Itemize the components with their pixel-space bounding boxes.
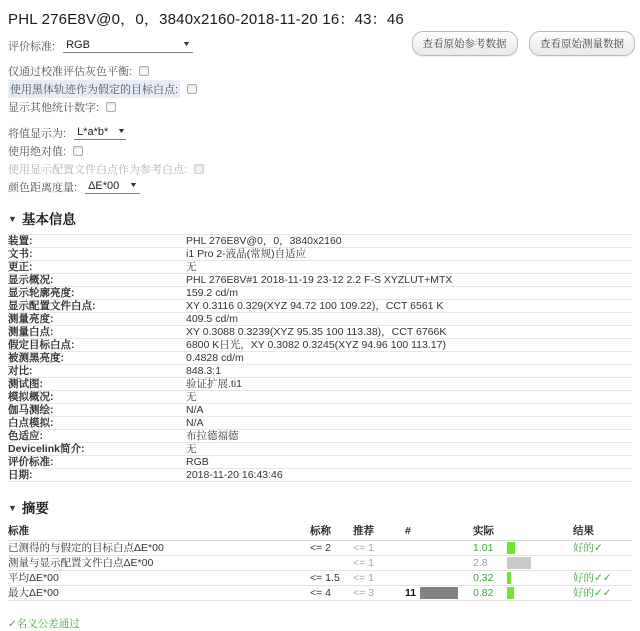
info-value: RGB: [186, 456, 632, 469]
tolerance-pass-status: ✓名义公差通过: [8, 618, 80, 630]
info-label: 伽马测绘:: [8, 404, 186, 417]
profile-whitepoint-label: 使用显示配置文件白点作为参考白点:: [8, 163, 188, 176]
color-metric-row: [8, 180, 632, 193]
statistics-checkbox[interactable]: [106, 102, 116, 112]
info-row: [8, 274, 632, 287]
display-values-value: L*a*b*: [77, 125, 109, 138]
info-row: [8, 326, 632, 339]
col-bar: [507, 523, 573, 541]
criteria-cell: 平均ΔE*00: [8, 571, 310, 586]
color-metric-value: ΔE*00: [88, 179, 120, 192]
recommended-cell: <= 1: [353, 556, 405, 571]
blackbody-option-label: 使用黑体轨迹作为假定的目标白点:: [8, 80, 180, 98]
info-value: N/A: [186, 404, 632, 417]
actual-cell: 0.82: [473, 586, 507, 601]
info-label: 日期:: [8, 469, 186, 482]
info-row: [8, 287, 632, 300]
summary-section-header[interactable]: [8, 497, 632, 517]
info-row: [8, 235, 632, 248]
col-result: 结果: [573, 523, 632, 541]
info-row: [8, 456, 632, 469]
summary-row: [8, 586, 632, 601]
info-row: [8, 352, 632, 365]
info-value: XY 0.3116 0.329(XYZ 94.72 100 109.22)，CCT 6561 K: [186, 300, 632, 313]
recommended-cell: <= 1: [353, 541, 405, 556]
count-bar: [420, 587, 458, 599]
info-label: 显示概况:: [8, 274, 186, 287]
dropdown-arrow-icon: ▼: [117, 128, 127, 135]
collapse-triangle-icon: ▼: [8, 503, 17, 513]
nominal-cell: <= 1.5: [310, 571, 353, 586]
basic-info-title: 基本信息: [21, 212, 76, 227]
info-value: 409.5 cd/m: [186, 313, 632, 326]
collapse-triangle-icon: ▼: [8, 214, 17, 224]
info-value: PHL 276E8V#1 2018-11-19 23-12 2.2 F-S XYZLUT+MTX: [186, 274, 632, 287]
info-label: 测试图:: [8, 378, 186, 391]
nominal-cell: <= 4: [310, 586, 353, 601]
actual-cell: 0.32: [473, 571, 507, 586]
info-label: 白点模拟:: [8, 417, 186, 430]
result-cell: [573, 556, 632, 571]
info-value: 159.2 cd/m: [186, 287, 632, 300]
criteria-cell: 最大ΔE*00: [8, 586, 310, 601]
delta-e-bar: [507, 557, 531, 569]
basic-info-table: [8, 234, 632, 482]
blackbody-option-row: [8, 82, 632, 95]
blackbody-checkbox[interactable]: [187, 84, 197, 94]
bar-cell: [507, 556, 573, 571]
info-row: [8, 469, 632, 482]
criteria-cell: 已测得的与假定的目标白点ΔE*00: [8, 541, 310, 556]
info-row: [8, 378, 632, 391]
info-row: [8, 417, 632, 430]
result-cell: 好的✓: [573, 541, 632, 556]
info-row: [8, 300, 632, 313]
info-row: [8, 430, 632, 443]
info-label: 文书:: [8, 248, 186, 261]
info-row: [8, 248, 632, 261]
summary-row: [8, 571, 632, 586]
summary-title: 摘要: [21, 501, 49, 516]
info-value: N/A: [186, 417, 632, 430]
grayscale-checkbox[interactable]: [139, 66, 149, 76]
info-label: 显示配置文件白点:: [8, 300, 186, 313]
profile-whitepoint-row: [8, 162, 632, 175]
criteria-cell: 测量与显示配置文件白点ΔE*00: [8, 556, 310, 571]
info-label: 假定目标白点:: [8, 339, 186, 352]
view-measurement-data-button[interactable]: 查看原始测量数据: [529, 31, 635, 56]
info-label: 测量白点:: [8, 326, 186, 339]
actual-cell: 1.01: [473, 541, 507, 556]
bar-cell: [507, 586, 573, 601]
display-values-row: [8, 126, 632, 139]
info-value: 无: [186, 391, 632, 404]
summary-table: [8, 523, 632, 601]
absolute-values-label: 使用绝对值:: [8, 145, 67, 158]
bar-cell: [507, 571, 573, 586]
info-value: 848.3:1: [186, 365, 632, 378]
info-label: 更正:: [8, 261, 186, 274]
grayscale-option-row: [8, 64, 632, 77]
info-value: PHL 276E8V@0，0，3840x2160: [186, 235, 632, 248]
count-cell: [405, 571, 473, 586]
info-value: 无: [186, 443, 632, 456]
info-row: [8, 443, 632, 456]
info-row: [8, 365, 632, 378]
col-criteria: 标准: [8, 523, 310, 541]
delta-e-bar: [507, 572, 511, 584]
col-recommended: 推荐: [353, 523, 405, 541]
info-label: 装置:: [8, 235, 186, 248]
actual-cell: 2.8: [473, 556, 507, 571]
display-values-select[interactable]: [74, 126, 126, 140]
result-cell: 好的✓✓: [573, 586, 632, 601]
basic-info-section-header[interactable]: [8, 208, 632, 228]
info-row: [8, 391, 632, 404]
statistics-option-label: 显示其他统计数字:: [8, 101, 100, 114]
info-value: 0.4828 cd/m: [186, 352, 632, 365]
info-value: 布拉德福德: [186, 430, 632, 443]
page-title: PHL 276E8V@0，0，3840x2160-2018-11-20 16：43：46: [8, 11, 404, 28]
info-label: 测量亮度:: [8, 313, 186, 326]
info-value: XY 0.3088 0.3239(XYZ 95.35 100 113.38)，CCT 6766K: [186, 326, 632, 339]
color-metric-label: 颜色距离度量:: [8, 181, 78, 194]
info-row: [8, 313, 632, 326]
recommended-cell: <= 3: [353, 586, 405, 601]
info-label: 显示轮廓亮度:: [8, 287, 186, 300]
grayscale-option-label: 仅通过校准评估灰色平衡:: [8, 65, 133, 78]
display-values-label: 将值显示为:: [8, 127, 67, 140]
info-value: 2018-11-20 16:43:46: [186, 469, 632, 482]
info-label: 评价标准:: [8, 456, 186, 469]
summary-row: [8, 541, 632, 556]
info-label: 色适应:: [8, 430, 186, 443]
nominal-cell: [310, 556, 353, 571]
info-value: 验证扩展.ti1: [186, 378, 632, 391]
dropdown-arrow-icon: ▼: [129, 182, 139, 189]
toolbar: [405, 31, 635, 56]
info-label: 被测黑亮度:: [8, 352, 186, 365]
profile-whitepoint-checkbox: [194, 164, 204, 174]
result-cell: 好的✓✓: [573, 571, 632, 586]
recommended-cell: <= 1: [353, 571, 405, 586]
evaluation-criteria-value: RGB: [66, 38, 90, 51]
info-value: 无: [186, 261, 632, 274]
nominal-cell: <= 2: [310, 541, 353, 556]
info-row: [8, 404, 632, 417]
col-nominal: 标称: [310, 523, 353, 541]
evaluation-criteria-select[interactable]: [63, 39, 193, 53]
summary-row: [8, 556, 632, 571]
color-metric-select[interactable]: [85, 180, 140, 194]
info-label: 模拟概况:: [8, 391, 186, 404]
bar-cell: [507, 541, 573, 556]
view-reference-data-button[interactable]: 查看原始参考数据: [412, 31, 518, 56]
info-value: i1 Pro 2-液晶(常规)自适应: [186, 248, 632, 261]
count-cell: 11: [405, 586, 473, 601]
info-value: 6800 K日光，XY 0.3082 0.3245(XYZ 94.96 100 113.17): [186, 339, 632, 352]
absolute-values-row: [8, 144, 632, 157]
evaluation-criteria-label: 评价标准:: [8, 40, 56, 53]
col-actual: 实际: [473, 523, 507, 541]
summary-header-row: [8, 523, 632, 541]
info-label: Devicelink简介:: [8, 443, 186, 456]
col-count: #: [405, 523, 473, 541]
info-row: [8, 339, 632, 352]
count-cell: [405, 541, 473, 556]
absolute-values-checkbox[interactable]: [73, 146, 83, 156]
info-row: [8, 261, 632, 274]
delta-e-bar: [507, 587, 514, 599]
info-label: 对比:: [8, 365, 186, 378]
dropdown-arrow-icon: ▼: [182, 41, 192, 48]
delta-e-bar: [507, 542, 515, 554]
statistics-option-row: [8, 100, 632, 113]
count-cell: [405, 556, 473, 571]
